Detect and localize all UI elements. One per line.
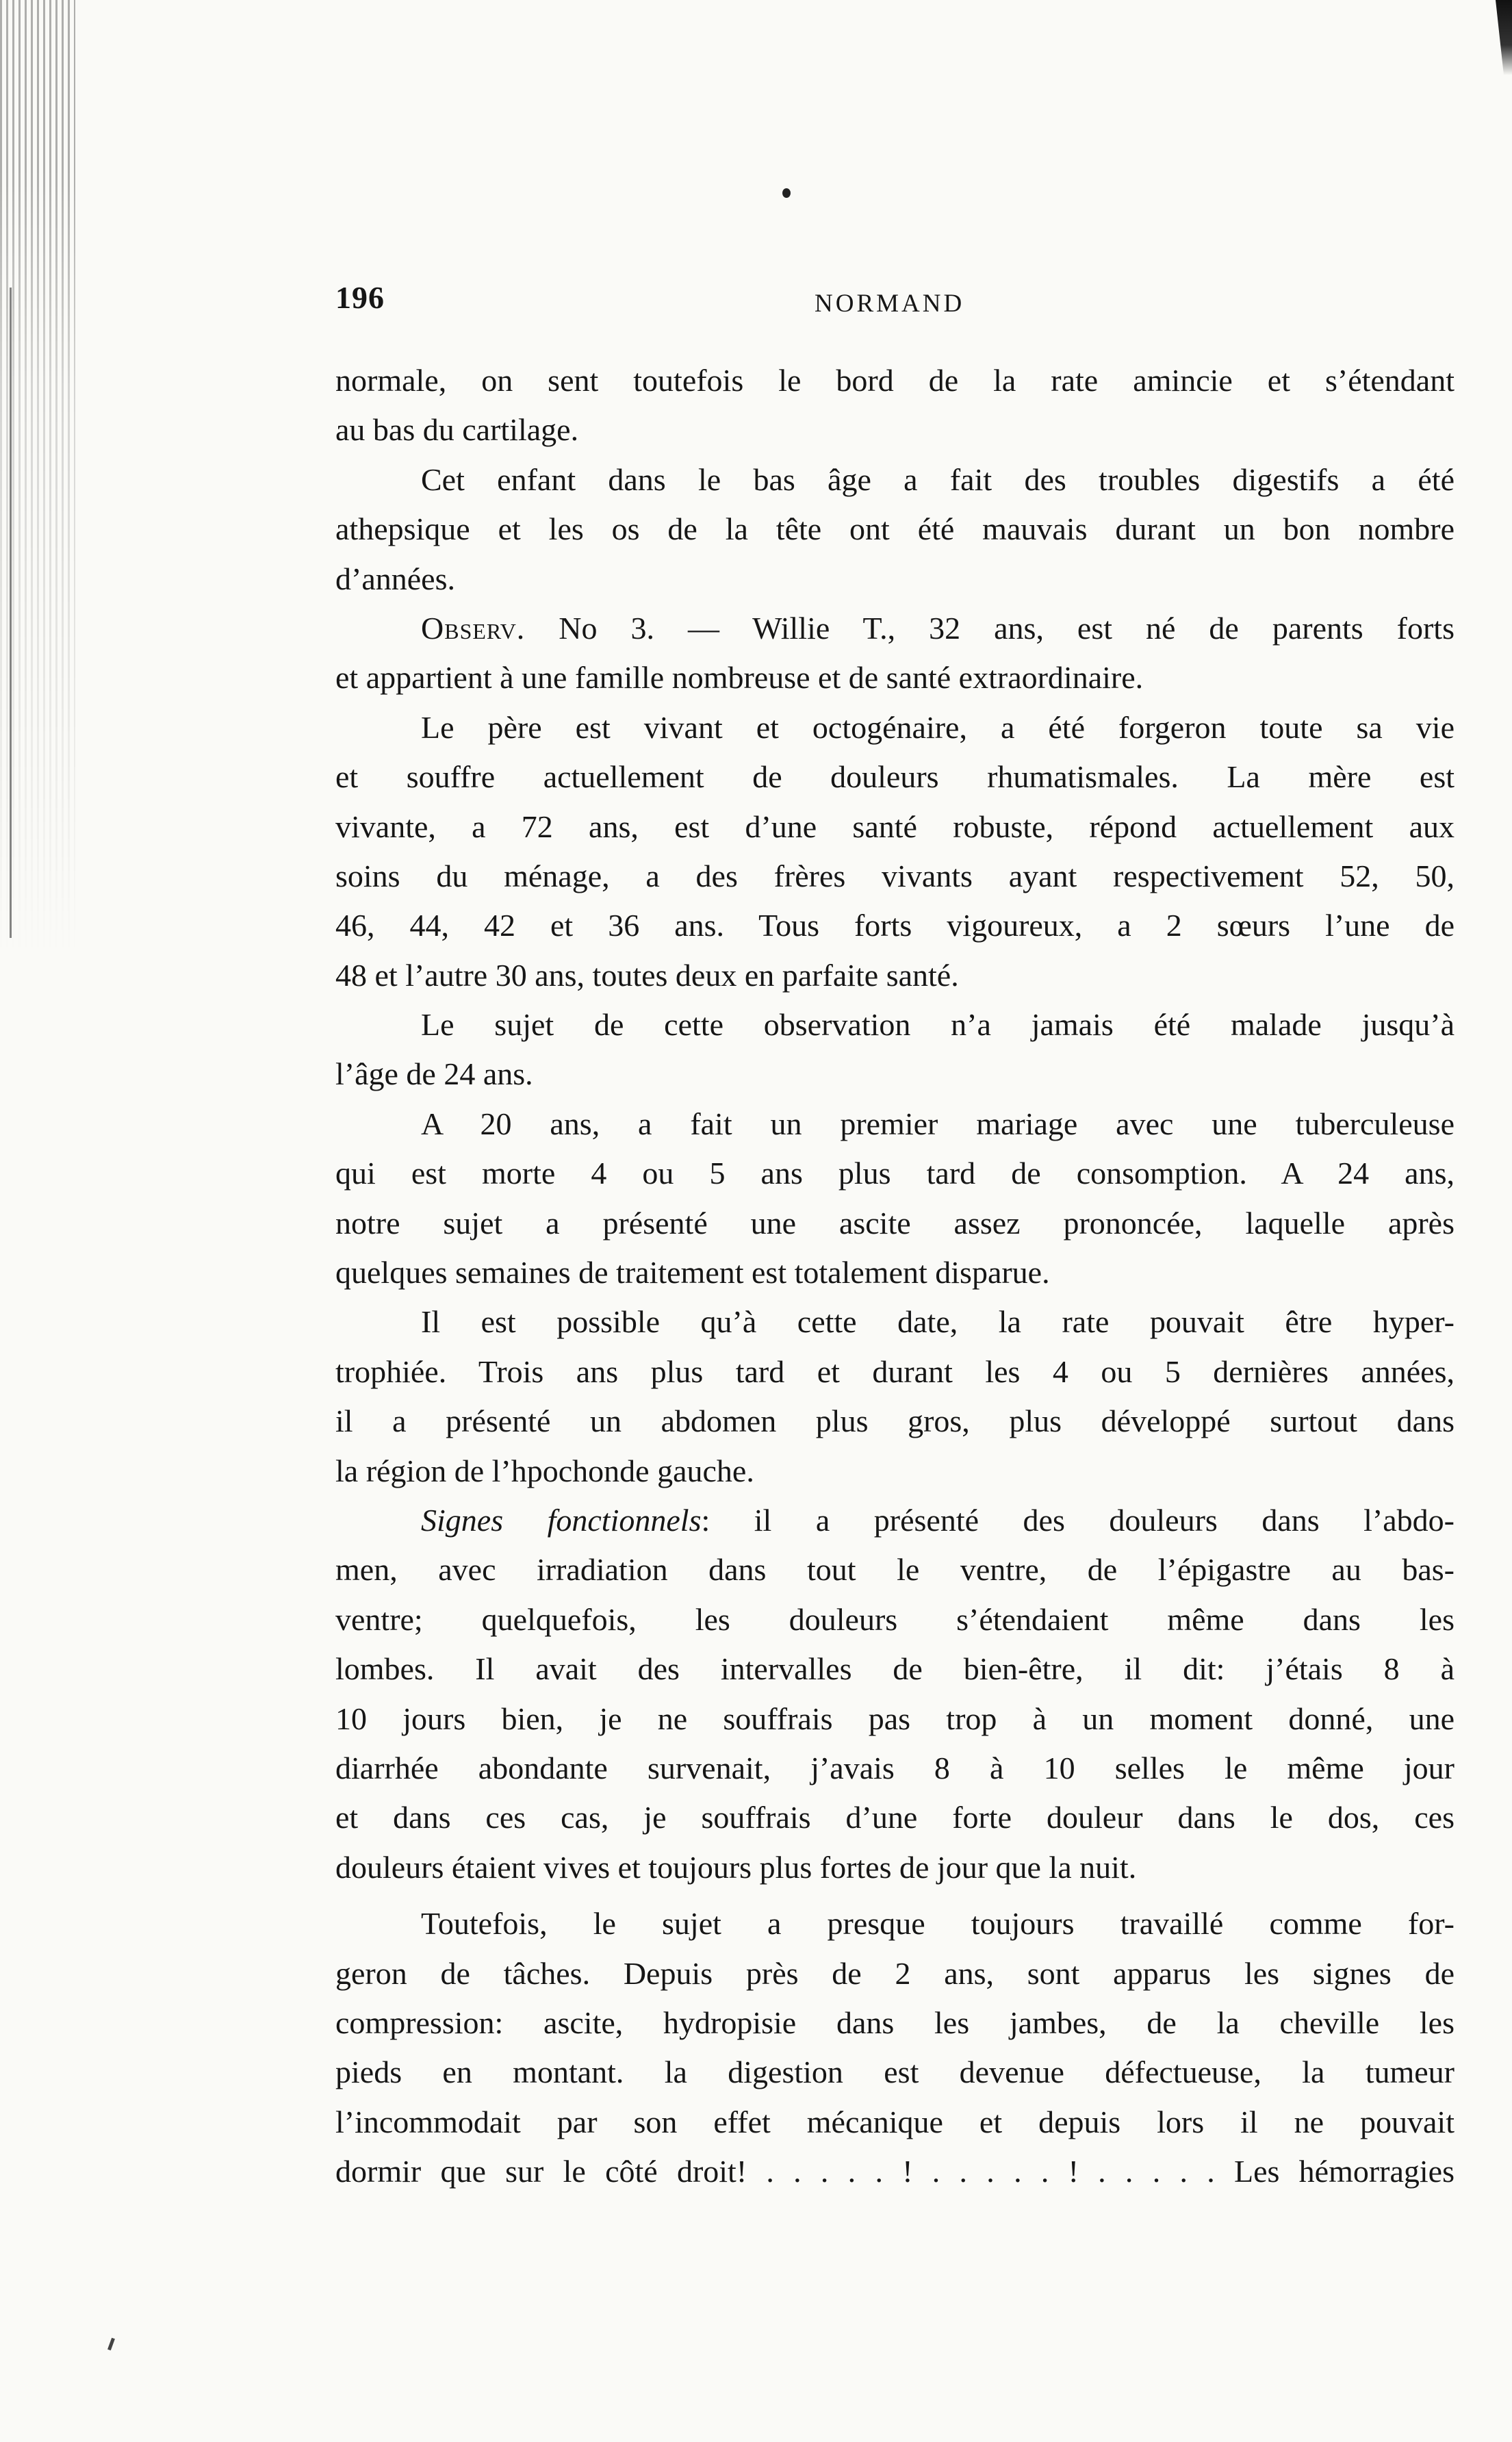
text-line: et appartient à une famille nombreuse et de santé extraordinaire. [335, 660, 1144, 696]
text-line: l’incommodait par son effet mécanique et depuis lors il ne pouvait [335, 2104, 1455, 2139]
text-line: athepsique et les os de la tête ont été mauvais durant un bon nombre [335, 511, 1455, 547]
text-line: lombes. Il avait des intervalles de bien-être, il dit: j’étais 8 à [335, 1651, 1455, 1687]
text-line: 48 et l’autre 30 ans, toutes deux en parfaite santé. [335, 957, 959, 993]
text-line: dormir que sur le côté droit! . . . . . ! . . . . . ! . . . . . Les hémorragies [335, 2154, 1455, 2189]
text-line: pieds en montant. la digestion est devenue défectueuse, la tumeur [335, 2055, 1455, 2090]
scan-corner-mark [1485, 0, 1512, 75]
text-line: soins du ménage, a des frères vivants ayant respectivement 52, 50, [335, 858, 1455, 893]
text-line: A 20 ans, a fait un premier mariage avec une tuberculeuse [421, 1106, 1455, 1141]
text-line-rest: : il a présenté des douleurs dans l’abdo- [701, 1502, 1455, 1538]
text-line: ventre; quelquefois, les douleurs s’étendaient même dans les [335, 1601, 1455, 1637]
body-text [335, 356, 1455, 2196]
text-line: Le père est vivant et octogénaire, a été forgeron toute sa vie [421, 709, 1455, 745]
text-line: qui est morte 4 ou 5 ans plus tard de consomption. A 24 ans, [335, 1156, 1455, 1191]
text-line: 46, 44, 42 et 36 ans. Tous forts vigoureux, a 2 sœurs l’une de [335, 908, 1455, 943]
text-line-rest: No 3. — Willie T., 32 ans, est né de parents forts [525, 610, 1455, 646]
text-line: compression: ascite, hydropisie dans les jambes, de la cheville les [335, 2005, 1455, 2040]
text-line: Il est possible qu’à cette date, la rate pouvait être hyper- [421, 1304, 1455, 1340]
text-line: il a présenté un abdomen plus gros, plus développé surtout dans [335, 1403, 1455, 1439]
running-head: NORMAND [815, 290, 965, 318]
text-line: d’années. [335, 561, 455, 596]
text-line: Toutefois, le sujet a presque toujours travaillé comme for- [421, 1906, 1455, 1942]
text-line: trophiée. Trois ans plus tard et durant les 4 ou 5 dernières années, [335, 1353, 1455, 1389]
text-line: l’âge de 24 ans. [335, 1056, 533, 1092]
page-header [335, 279, 1475, 327]
scan-stray-mark [107, 2338, 115, 2351]
text-line: vivante, a 72 ans, est d’une santé robuste, répond actuellement aux [335, 809, 1455, 844]
observation-label: Observ. [421, 610, 526, 646]
text-line: normale, on sent toutefois le bord de la rate amincie et s’étendant [335, 363, 1455, 398]
text-line: quelques semaines de traitement est totalement disparue. [335, 1255, 1050, 1290]
text-line: 10 jours bien, je ne souffrais pas trop à un moment donné, une [335, 1701, 1455, 1736]
text-line: et dans ces cas, je souffrais d’une forte douleur dans le dos, ces [335, 1800, 1455, 1835]
text-line: et souffre actuellement de douleurs rhumatismales. La mère est [335, 759, 1455, 795]
scan-dot-mark [782, 188, 791, 198]
text-line: men, avec irradiation dans tout le ventre, de l’épigastre au bas- [335, 1552, 1455, 1588]
text-line: la région de l’hpochonde gauche. [335, 1453, 754, 1488]
text-line [335, 604, 1455, 653]
text-line: geron de tâches. Depuis près de 2 ans, sont apparus les signes de [335, 1955, 1455, 1991]
text-line: diarrhée abondante survenait, j’avais 8 à 10 selles le même jour [335, 1750, 1455, 1785]
text-line: douleurs étaient vives et toujours plus fortes de jour que la nuit. [335, 1849, 1137, 1885]
page-number: 196 [335, 280, 385, 315]
section-label-italic: Signes fonctionnels [421, 1502, 702, 1538]
text-line: notre sujet a présenté une ascite assez prononcée, laquelle après [335, 1205, 1455, 1241]
text-line: Cet enfant dans le bas âge a fait des troubles digestifs a été [421, 461, 1455, 497]
text-line: au bas du cartilage. [335, 412, 579, 448]
scan-binding-rule [10, 288, 12, 938]
text-line [335, 1496, 1455, 1545]
text-line: Le sujet de cette observation n’a jamais été malade jusqu’à [421, 1007, 1455, 1043]
